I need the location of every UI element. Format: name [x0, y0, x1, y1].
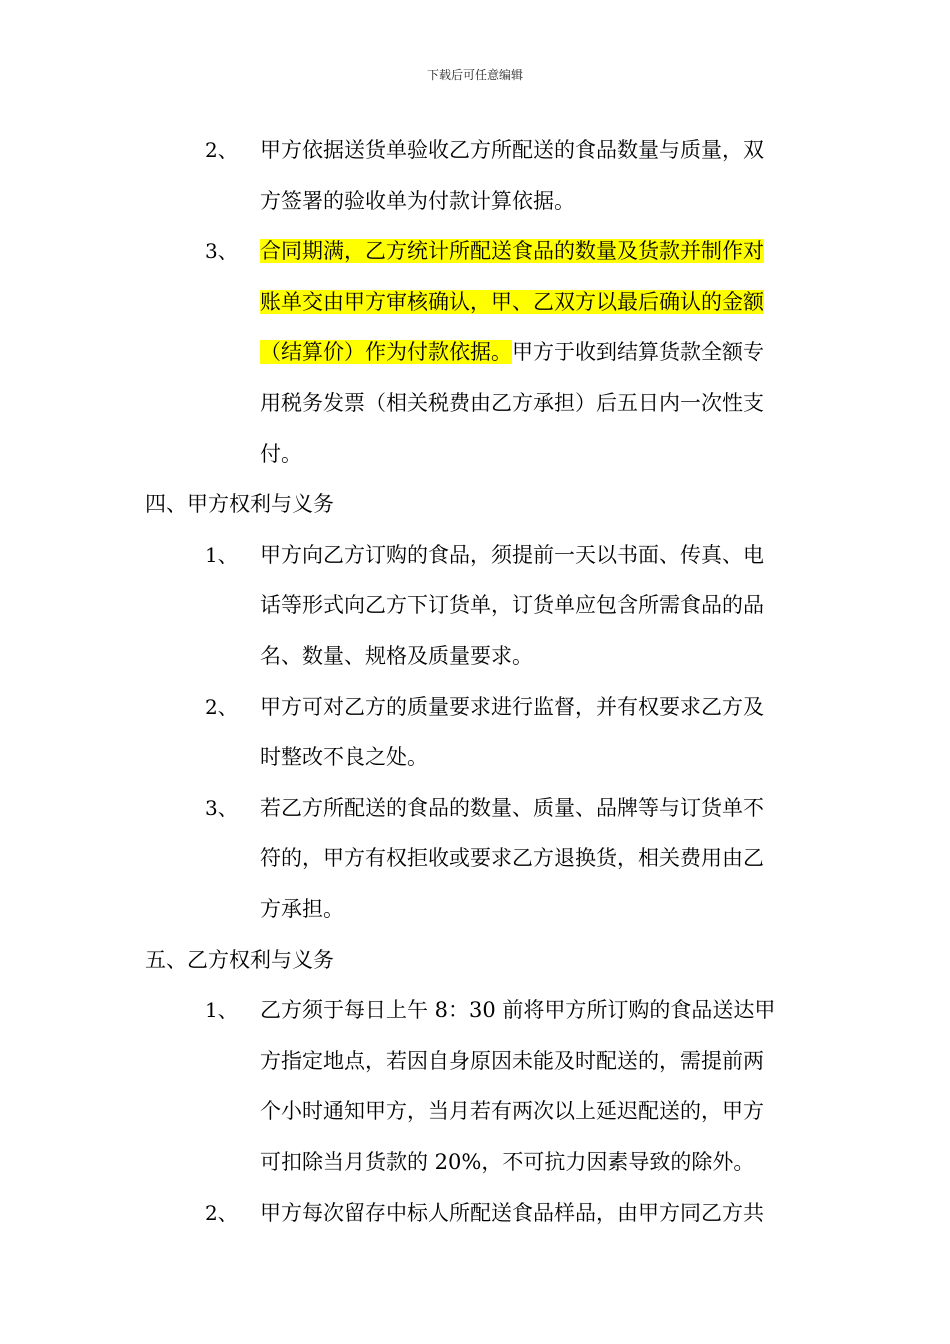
item-number: 3、 [205, 239, 238, 264]
text-run: 个小时通知甲方，当月若有两次以上延迟配送的，甲方 [260, 1099, 764, 1124]
paragraph-line [260, 1149, 754, 1175]
page-header: 下载后可任意编辑 [426, 68, 523, 82]
paragraph-line [260, 289, 764, 315]
text-run: 可扣除当月货款的 20%，不可抗力因素导致的除外。 [260, 1150, 755, 1174]
item-number: 3、 [205, 795, 238, 820]
paragraph-line [260, 1048, 764, 1074]
paragraph-line [260, 542, 764, 568]
paragraph-line [260, 339, 764, 365]
text-run: 名、数量、规格及质量要求。 [260, 644, 533, 668]
text-run: 若乙方所配送的食品的数量、质量、品牌等与订货单不 [260, 795, 764, 820]
paragraph-line [260, 441, 302, 467]
paragraph-line [260, 592, 764, 618]
item-number: 2、 [205, 1200, 238, 1225]
paragraph-line [260, 694, 764, 720]
text-run: 甲方每次留存中标人所配送食品样品，由甲方同乙方共 [260, 1200, 764, 1225]
text-run: 甲方可对乙方的质量要求进行监督，并有权要求乙方及 [260, 694, 764, 719]
text-run: 方承担。 [260, 897, 344, 921]
text-run: 付。 [260, 441, 302, 466]
paragraph-line [260, 845, 764, 871]
text-run: 方指定地点，若因自身原因未能及时配送的，需提前两 [260, 1048, 764, 1073]
highlighted-text: 合同期满，乙方统计所配送食品的数量及货款并制作对 [260, 239, 764, 264]
text-run: 话等形式向乙方下订货单，订货单应包含所需食品的品 [260, 593, 764, 618]
paragraph-line [260, 137, 764, 163]
text-run: 方签署的验收单为付款计算依据。 [260, 188, 575, 213]
text-run: 符的，甲方有权拒收或要求乙方退换货，相关费用由乙 [260, 846, 764, 871]
text-run: 甲方依据送货单验收乙方所配送的食品数量与质量，双 [260, 138, 764, 162]
text-run: 甲方于收到结算货款全额专 [512, 340, 764, 365]
item-number: 1、 [205, 998, 238, 1023]
text-run: 用税务发票（相关税费由乙方承担）后五日内一次性支 [260, 391, 764, 415]
text-run: 乙方须于每日上午 8：30 前将甲方所订购的食品送达甲 [260, 998, 776, 1023]
paragraph-line [260, 997, 775, 1023]
highlighted-text: 账单交由甲方审核确认，甲、乙双方以最后确认的金额 [260, 289, 764, 314]
text-run: 甲方向乙方订购的食品，须提前一天以书面、传真、电 [260, 542, 764, 567]
paragraph-line [260, 390, 764, 416]
section-heading: 四、甲方权利与义务 [145, 492, 334, 517]
paragraph-line [260, 744, 428, 770]
paragraph-line [260, 795, 764, 821]
paragraph-line [260, 896, 344, 922]
paragraph-line [260, 643, 533, 669]
section-heading: 五、乙方权利与义务 [145, 947, 334, 972]
paragraph-line [260, 238, 764, 264]
text-run: 时整改不良之处。 [260, 745, 428, 770]
paragraph-line [260, 1098, 764, 1124]
item-number: 2、 [205, 694, 238, 719]
item-number: 1、 [205, 542, 238, 567]
item-number: 2、 [205, 138, 238, 162]
paragraph-line [260, 188, 575, 214]
highlighted-text: （结算价）作为付款依据。 [260, 340, 512, 365]
paragraph-line [260, 1200, 764, 1226]
